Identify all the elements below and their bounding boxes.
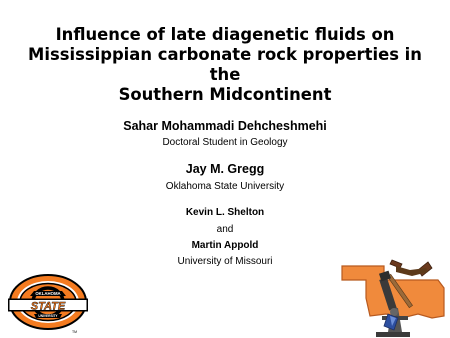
logo-main-text: STATE [30, 300, 66, 313]
presentation-title [20, 25, 430, 105]
author-affiliation: University of Missouri [177, 256, 273, 267]
logo-bottom-text: UNIVERSITY [38, 314, 58, 319]
logo-top-text: OKLAHOMA [35, 291, 61, 297]
author-name: Jay M. Gregg [185, 162, 265, 176]
title-line-1: Influence of late diagenetic fluids on [55, 25, 395, 44]
osu-logo [4, 272, 92, 336]
author-affiliation: Doctoral Student in Geology [162, 137, 288, 148]
author-name: Martin Appold [191, 240, 259, 251]
logo-trademark: TM [72, 330, 78, 334]
author-name: Kevin L. Shelton [185, 207, 265, 218]
geology-graphic-icon [340, 258, 450, 338]
title-line-2: Mississippian carbonate rock properties in the [28, 45, 422, 84]
title-line-3: Southern Midcontinent [118, 85, 332, 104]
author-name: Sahar Mohammadi Dehcheshmehi [123, 119, 327, 133]
author-connector: and [216, 224, 234, 235]
author-affiliation: Oklahoma State University [165, 181, 285, 192]
